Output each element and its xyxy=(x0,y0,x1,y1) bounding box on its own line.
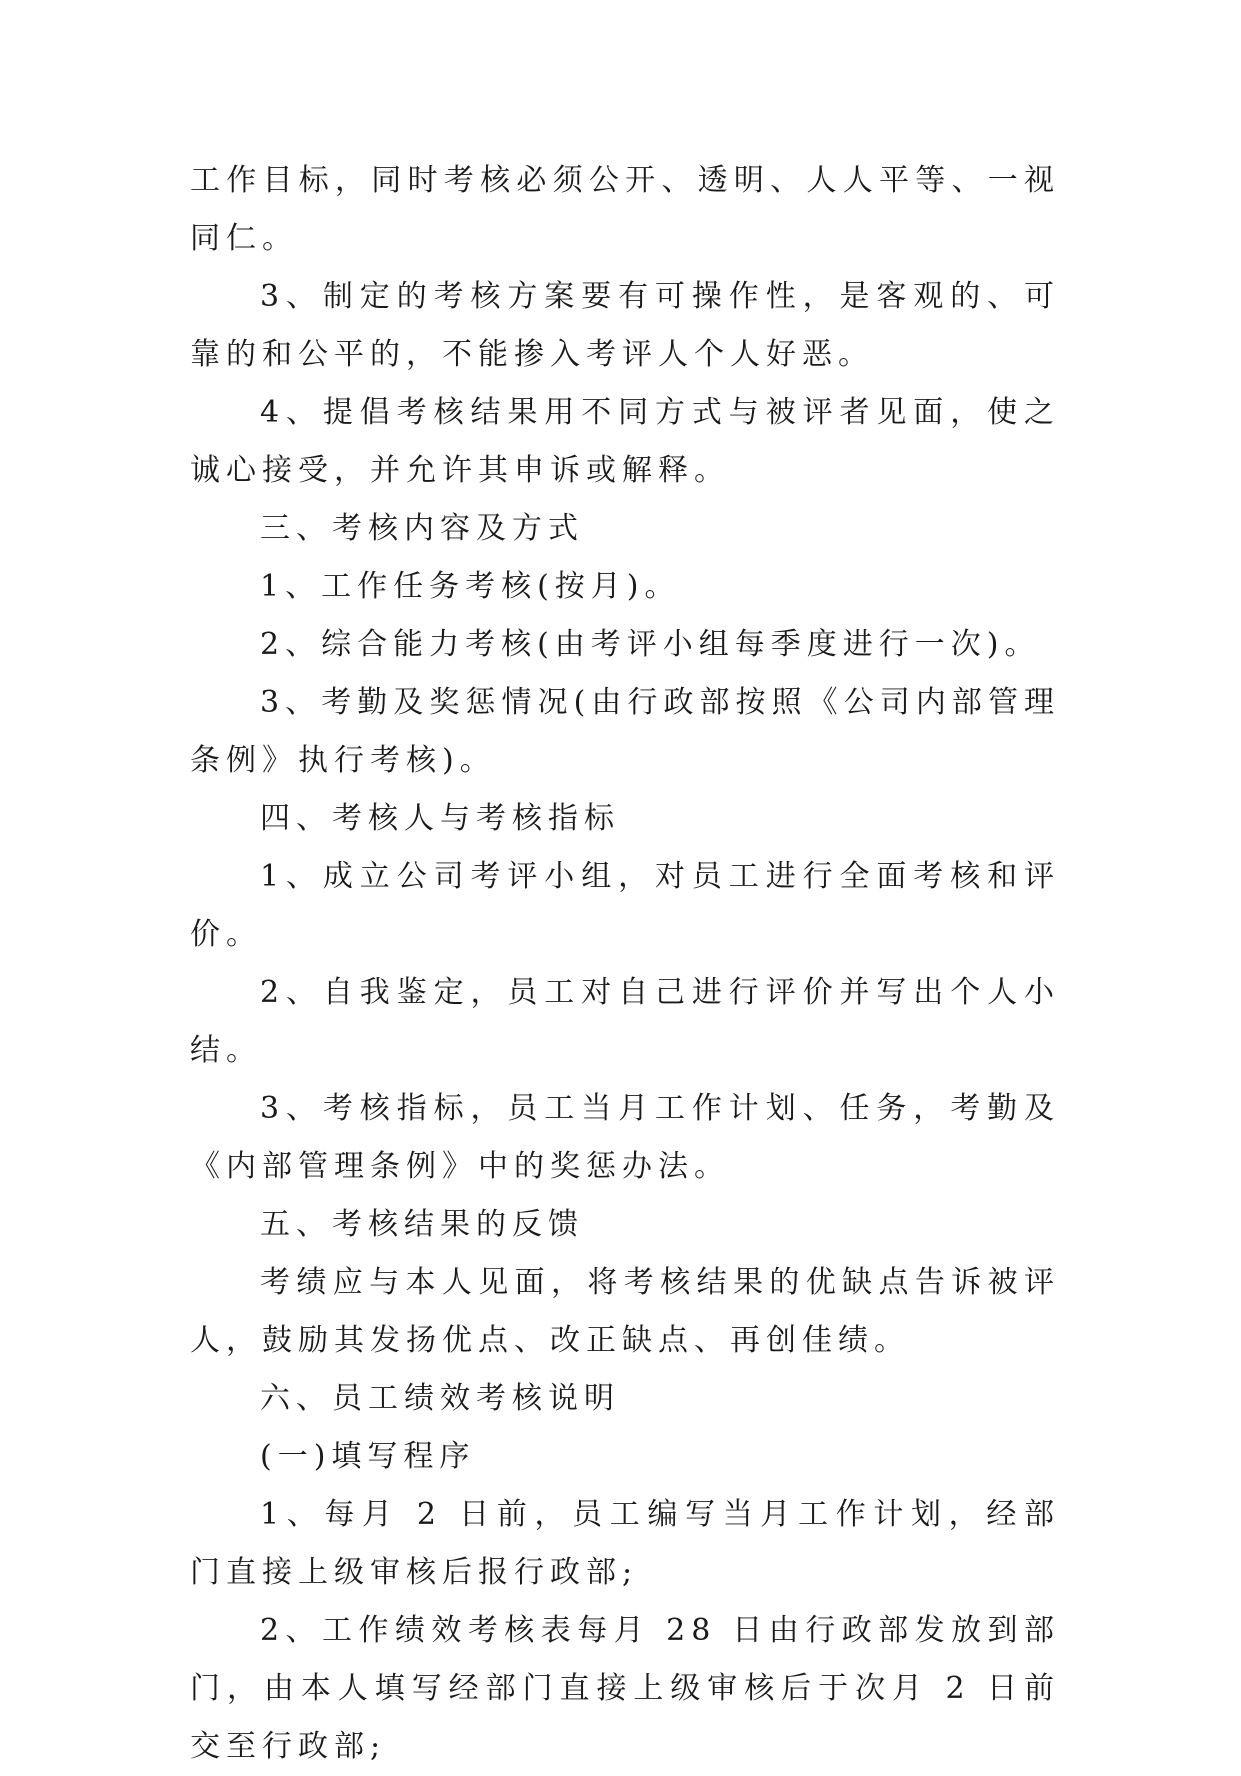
list-item: 1、每月 2 日前，员工编写当月工作计划，经部门直接上级审核后报行政部; xyxy=(190,1497,1060,1590)
list-item: 3、考核指标，员工当月工作计划、任务，考勤及《内部管理条例》中的奖惩办法。 xyxy=(190,1091,1060,1184)
list-item: 3、考勤及奖惩情况(由行政部按照《公司内部管理条例》执行考核)。 xyxy=(190,685,1060,778)
list-item: 2、综合能力考核(由考评小组每季度进行一次)。 xyxy=(260,627,1041,662)
paragraph-continuation: 工作目标，同时考核必须公开、透明、人人平等、一视同仁。 xyxy=(190,163,1060,256)
document-body xyxy=(190,152,1060,1776)
list-item: 2、工作绩效考核表每月 28 日由行政部发放到部门，由本人填写经部门直接上级审核后于次月 2 日前交至行政部; xyxy=(190,1613,1060,1764)
paragraph-item-3-fairness: 3、制定的考核方案要有可操作性，是客观的、可靠的和公平的，不能掺入考评人个人好恶。 xyxy=(190,279,1060,372)
subsection-heading: (一)填写程序 xyxy=(260,1439,476,1474)
list-item: 1、工作任务考核(按月)。 xyxy=(260,569,681,604)
paragraph-item-4-feedback: 4、提倡考核结果用不同方式与被评者见面，使之诚心接受，并允许其申诉或解释。 xyxy=(190,395,1060,488)
section-heading-4: 四、考核人与考核指标 xyxy=(260,801,620,836)
section-heading-5: 五、考核结果的反馈 xyxy=(260,1207,584,1242)
section-heading-6: 六、员工绩效考核说明 xyxy=(260,1381,620,1416)
list-item: 1、成立公司考评小组，对员工进行全面考核和评价。 xyxy=(190,859,1060,952)
paragraph-feedback: 考绩应与本人见面，将考核结果的优缺点告诉被评人，鼓励其发扬优点、改正缺点、再创佳绩。 xyxy=(190,1265,1060,1358)
section-heading-3: 三、考核内容及方式 xyxy=(260,511,584,546)
list-item: 2、自我鉴定，员工对自己进行评价并写出个人小结。 xyxy=(190,975,1060,1068)
